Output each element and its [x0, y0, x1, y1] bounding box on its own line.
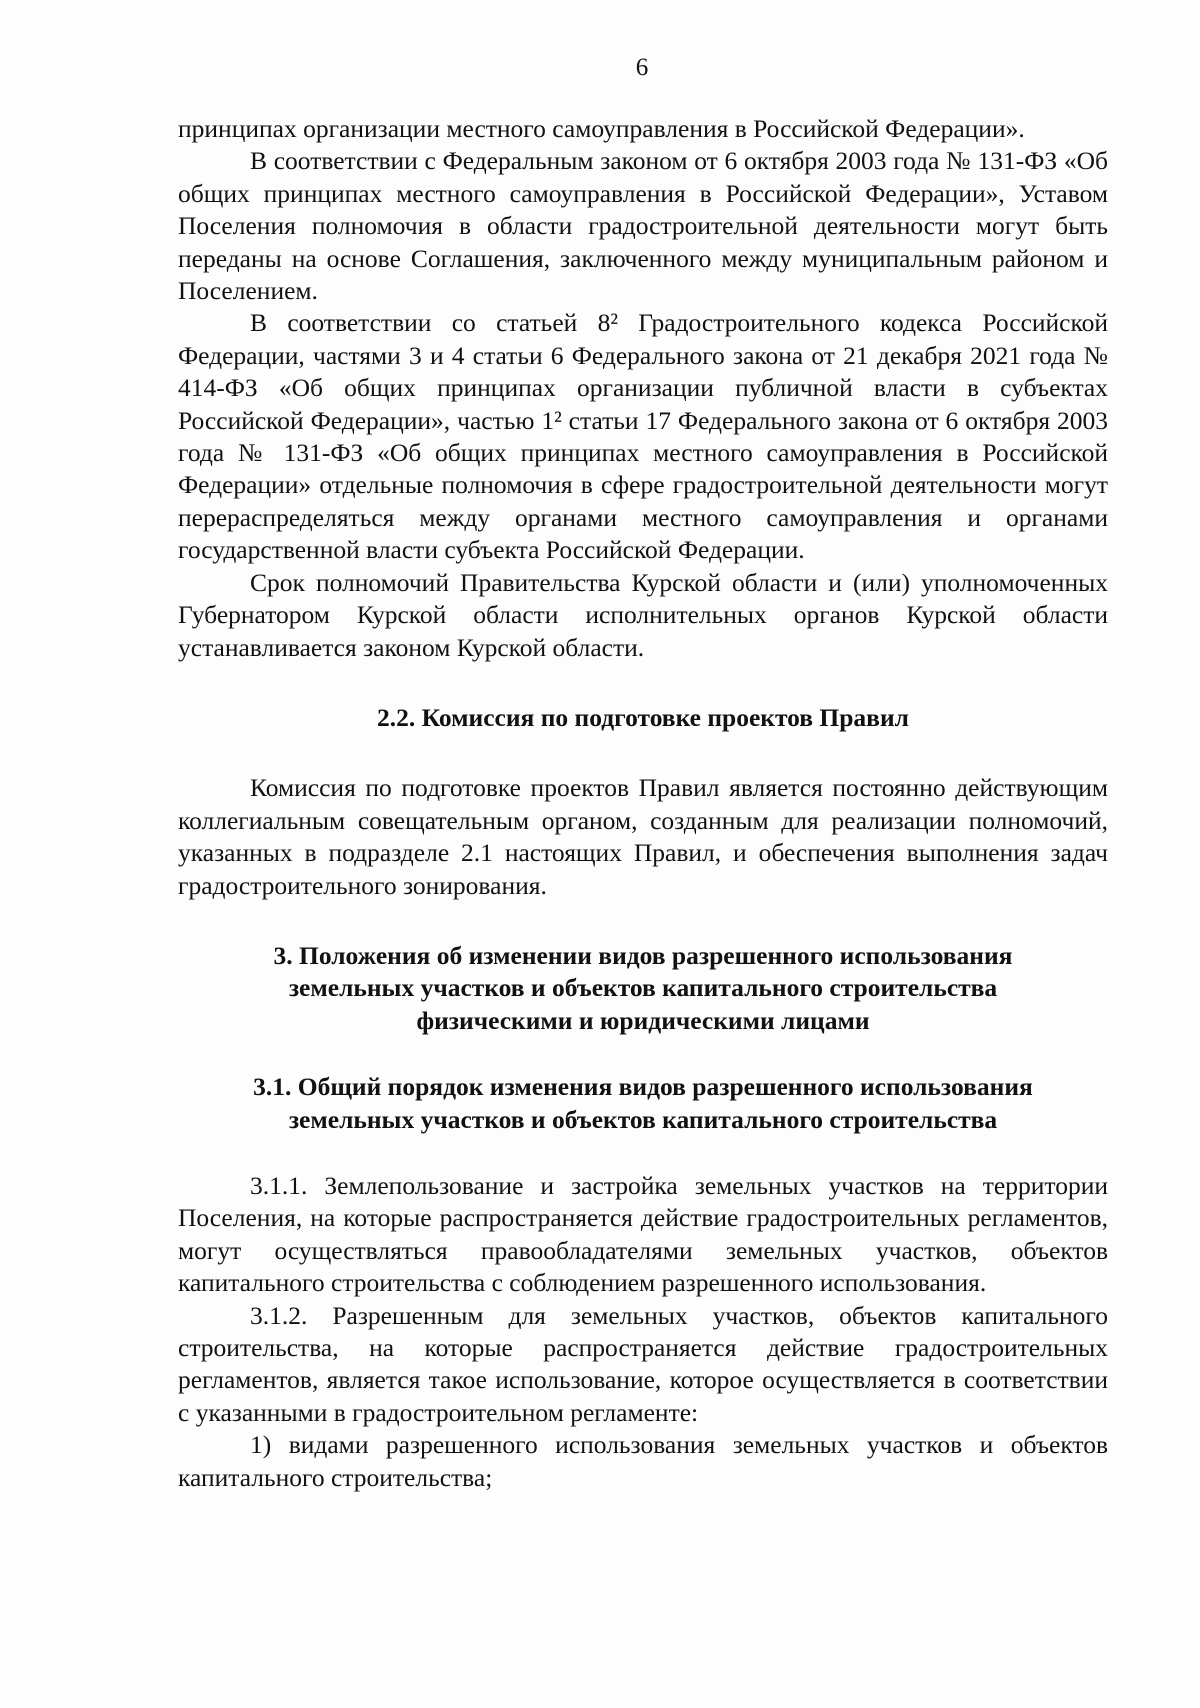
- heading-3-line-2: земельных участков и объектов капитального строительства: [288, 973, 998, 1003]
- heading-2-2: 2.2. Комиссия по подготовке проектов Правил: [377, 702, 909, 732]
- paragraph-term: Срок полномочий Правительства Курской области и (или) уполномоченных Губернатором Курской области исполнительных органов Курской области устанавливается законом Курской области.: [178, 567, 1108, 662]
- document-body: [178, 113, 1108, 1494]
- paragraph-redistribution: В соответствии со статьей 8² Градостроительного кодекса Российской Федерации, частями 3 и 4 статьи 6 Федерального закона от 21 декабря 2021 года № 414-ФЗ «Об общих принципах организации публичной власти в субъектах Российской Федерации», частью 1² статьи 17 Федерального закона от 6 октября 2003 года № 131-ФЗ «Об общих принципах местного самоуправления в Российской Федерации» отдельные полномочия в сфере градостроительной деятельности могут перераспределяться между органами местного самоуправления и органами государственной власти субъекта Российской Федерации.: [178, 308, 1108, 565]
- page-number: 6: [635, 54, 649, 81]
- paragraph-commission: Комиссия по подготовке проектов Правил является постоянно действующим коллегиальным совещательным органом, созданным для реализации полномочий, указанных в подразделе 2.1 настоящих Правил, и обеспечения выполнения задач градостроительного зонирования.: [178, 773, 1108, 900]
- heading-3-1-line-1: 3.1. Общий порядок изменения видов разрешенного использования: [253, 1072, 1033, 1102]
- paragraph-continuation: принципах организации местного самоуправления в Российской Федерации».: [178, 114, 1025, 143]
- paragraph-3-1-2: 3.1.2. Разрешенным для земельных участков, объектов капитального строительства, на которые распространяется действие градостроительных регламентов, является такое использование, которое осуществляется в соответствии с указанными в градостроительном регламенте:: [178, 1300, 1108, 1427]
- heading-3-1-line-2: земельных участков и объектов капитального строительства: [288, 1104, 998, 1134]
- paragraph-item-1: 1) видами разрешенного использования земельных участков и объектов капитального строительства;: [178, 1430, 1108, 1492]
- heading-3-line-1: 3. Положения об изменении видов разрешенного использования: [273, 940, 1013, 970]
- heading-3-line-3: физическими и юридическими лицами: [416, 1005, 870, 1035]
- paragraph-federal-law: В соответствии с Федеральным законом от 6 октября 2003 года № 131-ФЗ «Об общих принципах местного самоуправления в Российской Федерации», Уставом Поселения полномочия в области градостроительной деятельности могут быть переданы на основе Соглашения, заключенного между муниципальным районом и Поселением.: [178, 146, 1108, 306]
- paragraph-3-1-1: 3.1.1. Землепользование и застройка земельных участков на территории Поселения, на которые распространяется действие градостроительных регламентов, могут осуществляться правообладателями земельных участков, объектов капитального строительства с соблюдением разрешенного использования.: [178, 1170, 1108, 1298]
